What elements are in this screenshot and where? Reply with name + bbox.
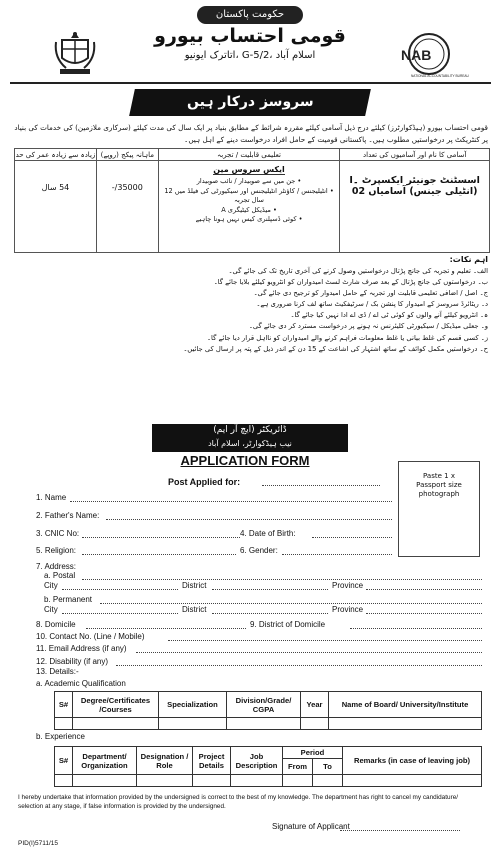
- government-banner: حکومت پاکستان: [197, 6, 303, 24]
- experience-col-sno: S#: [55, 747, 73, 775]
- postal-city-label: City: [44, 581, 58, 590]
- details-label: 13. Details:-: [36, 667, 79, 676]
- director-contact-box: [152, 424, 348, 452]
- permanent-address-field[interactable]: [100, 596, 482, 604]
- intro-paragraph: قومی احتساب بیورو (ہیڈکوارٹرز) کیلئے درج ذیل آسامی کیلئے مقررہ شرائط کے مطابق بنیاد پر ایک سال کی مدت کیلئے (سرکاری ملازمین) کی خدمات کی بنیاد پر کنٹریکٹ پر درخواستیں مطلوب ہیں۔ پاکستانی قومیت کے حامل افراد درخواست دینے کے اہل ہیں۔: [14, 123, 488, 144]
- col-age: زیادہ سے زیادہ عمر کی حد: [15, 150, 96, 159]
- academic-header-row: [55, 692, 482, 718]
- qualification-item: • جن میں سے صوبیدار / نائب صوبیدار: [196, 177, 302, 185]
- experience-table: [54, 746, 482, 787]
- job-table: [14, 148, 490, 253]
- services-required-banner: [129, 89, 371, 116]
- gender-field[interactable]: [282, 547, 392, 555]
- note-item: ب۔ درخواستوں کی جانچ پڑتال کے بعد صرف شارٹ لسٹ امیدواران کو انٹرویو کیلئے بلایا جائے گا۔: [213, 278, 488, 287]
- cnic-label: 3. CNIC No:: [36, 529, 80, 538]
- experience-col-remarks: Remarks (in case of leaving job): [343, 747, 482, 775]
- note-item: الف۔ تعلیم و تجربہ کی جانچ پڑتال درخواستیں وصول کرنے کی آخری تاریخ تک کی جائے گی۔: [228, 267, 488, 275]
- postal-province-field[interactable]: [366, 582, 482, 590]
- gender-label: 6. Gender:: [240, 546, 278, 555]
- signature-field[interactable]: [340, 830, 460, 831]
- permanent-district-label: District: [182, 605, 207, 614]
- experience-header-row: [55, 747, 482, 759]
- post-applied-field[interactable]: [262, 478, 380, 486]
- disability-field[interactable]: [116, 658, 482, 666]
- col-post: آسامی کا نام اور آسامیوں کی تعداد: [340, 149, 490, 161]
- permanent-city-field[interactable]: [62, 606, 178, 614]
- experience-col-project: Project Details: [193, 747, 231, 775]
- contact-field[interactable]: [168, 633, 482, 641]
- note-item: د۔ ریٹائرڈ سروسز کے امیدوار کا پنشن بک / سرٹیفکیٹ ساتھ لف کرنا ضروری ہے۔: [256, 300, 488, 309]
- academic-col-year: Year: [301, 692, 329, 718]
- note-item: و۔ جعلی میڈیکل / سیکیورٹی کلیئرنس نہ ہونے پر درخواست مسترد کر دی جائے گی۔: [248, 322, 488, 331]
- director-title: ڈائریکٹر (ایچ آر ایم): [213, 425, 287, 435]
- photo-box-line: photograph: [418, 490, 460, 498]
- cnic-field[interactable]: [82, 530, 240, 538]
- postal-city-field[interactable]: [62, 582, 178, 590]
- postal-province-label: Province: [332, 581, 364, 590]
- father-name-field[interactable]: [106, 512, 392, 520]
- dob-field[interactable]: [312, 530, 392, 538]
- permanent-address-label: b. Permanent: [44, 595, 93, 604]
- note-item: ج۔ اصل / اضافی تعلیمی قابلیت اور تجربہ کے حامل امیدوار کو ترجیح دی جائے گی۔: [253, 289, 488, 298]
- permanent-province-label: Province: [332, 605, 364, 614]
- permanent-district-field[interactable]: [212, 606, 328, 614]
- max-age: 54 سال: [15, 161, 97, 253]
- experience-col-to: To: [313, 759, 343, 775]
- name-field[interactable]: [70, 494, 392, 502]
- application-form-title: APPLICATION FORM: [180, 453, 310, 468]
- district-domicile-label: 9. District of Domicile: [250, 620, 326, 629]
- contact-label: 10. Contact No. (Line / Mobile): [36, 632, 145, 641]
- permanent-province-field[interactable]: [366, 606, 482, 614]
- services-banner-text: سروسز درکار ہیں: [186, 94, 314, 110]
- col-qualification: تعلیمی قابلیت / تجربہ: [158, 149, 340, 161]
- photo-box-line: Paste 1 x: [423, 472, 455, 480]
- bureau-name: قومی احتساب بیورو: [154, 25, 346, 47]
- academic-col-grade: Division/Grade/ CGPA: [227, 692, 301, 718]
- photo-paste-box: [398, 461, 480, 557]
- academic-title: a. Academic Qualification: [36, 679, 126, 688]
- job-table-row: [15, 161, 490, 253]
- postal-address-label: a. Postal: [44, 571, 76, 580]
- email-label: 11. Email Address (if any): [36, 644, 127, 653]
- notes-title: اہم نکات:: [449, 255, 488, 264]
- disability-label: 12. Disability (if any): [36, 657, 109, 666]
- academic-col-degree: Degree/Certificates /Courses: [73, 692, 159, 718]
- domicile-label: 8. Domicile: [36, 620, 76, 629]
- bureau-address: اتاترک ایونیو، G-5/2، اسلام آباد: [184, 50, 316, 61]
- job-table-header-row: [15, 149, 490, 161]
- academic-empty-row[interactable]: [55, 718, 482, 730]
- dob-label: 4. Date of Birth:: [240, 529, 296, 538]
- father-name-label: 2. Father's Name:: [36, 511, 100, 520]
- header-divider: [10, 82, 491, 84]
- experience-col-designation: Designation / Role: [137, 747, 193, 775]
- qualification-cell: [158, 161, 340, 253]
- academic-table: [54, 691, 482, 730]
- district-domicile-field[interactable]: [350, 621, 482, 629]
- qualification-item: • کوئی ڈسپلنری کیس نہیں ہونا چاہیے: [195, 215, 303, 223]
- permanent-city-label: City: [44, 605, 58, 614]
- col-pay: ماہانہ پیکج (روپے): [96, 149, 158, 161]
- experience-col-description: Job Description: [231, 747, 283, 775]
- domicile-field[interactable]: [86, 621, 246, 629]
- postal-address-field[interactable]: [82, 572, 482, 580]
- nab-logo: [395, 30, 469, 80]
- experience-col-organization: Department/ Organization: [73, 747, 137, 775]
- experience-col-from: From: [283, 759, 313, 775]
- post-applied-label: Post Applied for:: [168, 477, 241, 487]
- experience-col-period: Period: [283, 747, 343, 759]
- qualification-heading: ایکس سروس مین: [213, 165, 285, 174]
- note-item: ح۔ درخواستیں مکمل کوائف کے ساتھ اشتہار کی اشاعت کے 15 دن کے اندر ذیل کے پتہ پر ارسال کی جائیں۔: [183, 344, 488, 353]
- photo-box-line: Passport size: [416, 481, 462, 489]
- religion-field[interactable]: [82, 547, 236, 555]
- note-item: ہ۔ انٹرویو کیلئے آنے والوں کو کوئی ٹی اے / ڈی اے ادا نہیں کیا جائے گا۔: [290, 311, 488, 320]
- religion-label: 5. Religion:: [36, 546, 77, 555]
- declaration-text: I hereby undertake that information provided by the undersigned is correct to the best of my knowledge. The department has right to cancel my candidature/ selection at any stage, if false information is provided by the undersigned.: [18, 794, 459, 810]
- note-item: ز۔ کسی قسم کی غلط بیانی یا غلط معلومات فراہم کرنے والے امیدواران کو نااہل قرار دیا جائے گا۔: [207, 333, 488, 342]
- academic-col-board: Name of Board/ University/Institute: [329, 692, 482, 718]
- nab-logo-text: NAB: [401, 47, 432, 63]
- academic-col-specialization: Specialization: [159, 692, 227, 718]
- experience-empty-row[interactable]: [55, 775, 482, 787]
- notes-list: [14, 266, 488, 355]
- postal-district-field[interactable]: [212, 582, 328, 590]
- postal-district-label: District: [182, 581, 207, 590]
- signature-label: Signature of Applicant: [272, 822, 350, 831]
- nab-logo-subtext: NATIONAL ACCOUNTABILITY BUREAU: [411, 74, 469, 78]
- experience-title: b. Experience: [36, 732, 85, 741]
- qualification-item: • انٹیلیجنس / کاؤنٹر انٹیلیجنس اور سیکیورٹی کی فیلڈ میں 12 سال تجربہ: [164, 186, 334, 204]
- academic-col-sno: S#: [55, 692, 73, 718]
- qualification-item: • میڈیکل کیٹیگری A: [221, 205, 277, 214]
- monthly-pay: 35000/-: [96, 161, 158, 253]
- name-label: 1. Name: [36, 493, 67, 502]
- post-name: اسسٹنٹ جونیئر ایکسپرٹ ۔I (انٹیلی جینس) آسامیاں 02: [340, 161, 490, 253]
- publication-id: PID(I)5711/15: [18, 840, 58, 847]
- address-label: 7. Address:: [36, 562, 77, 571]
- email-field[interactable]: [136, 645, 482, 653]
- pakistan-emblem-icon: [52, 28, 98, 76]
- director-address: نیب ہیڈکوارٹر، اسلام آباد: [208, 439, 292, 448]
